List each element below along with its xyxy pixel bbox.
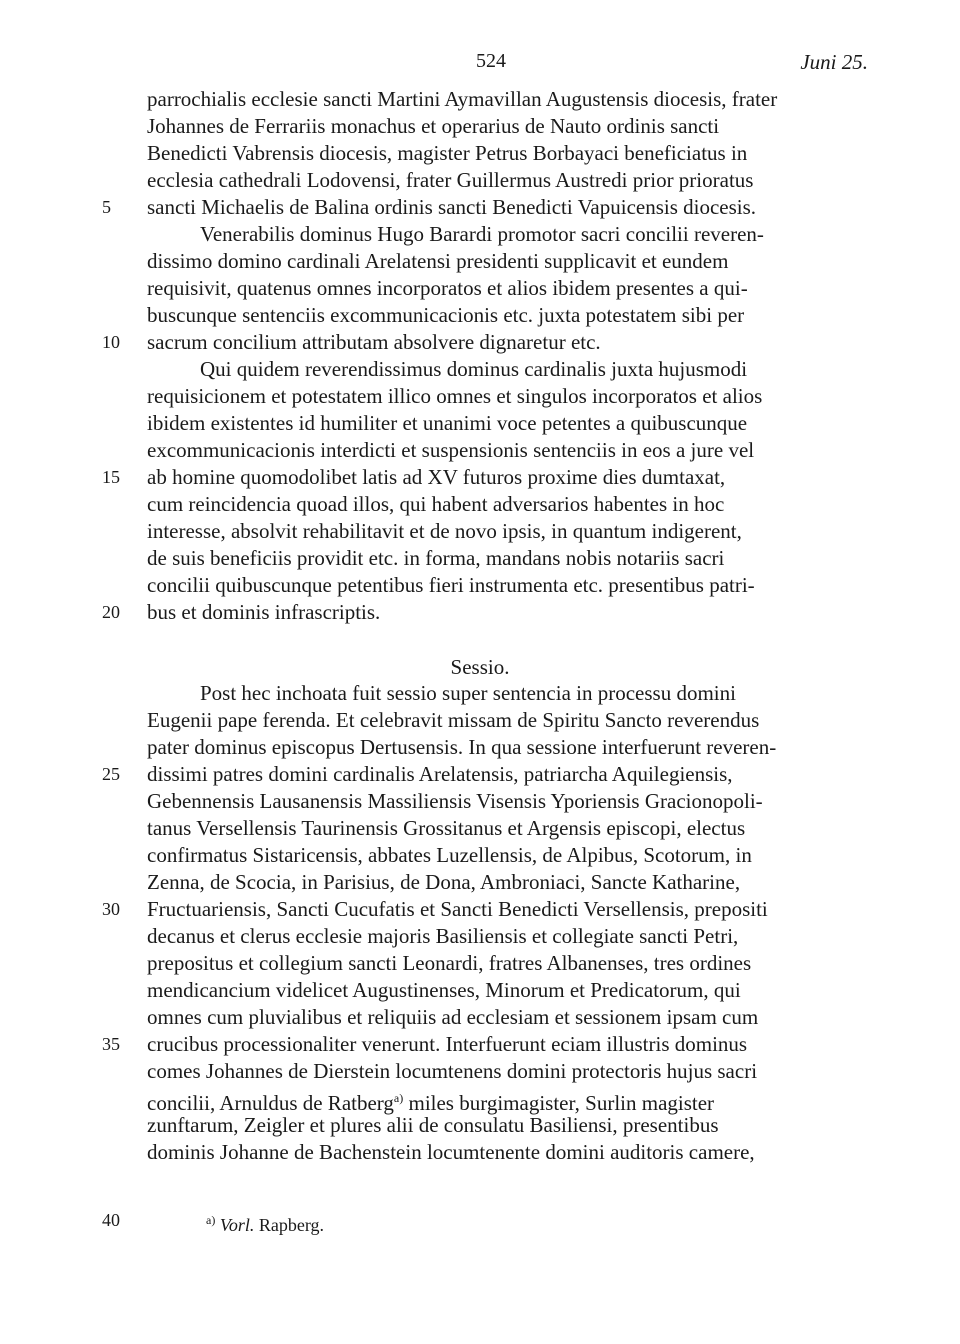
text-line: Venerabilis dominus Hugo Barardi promotor sacri concilii reveren- bbox=[200, 222, 764, 246]
text-line: Zenna, de Scocia, in Parisius, de Dona, Ambroniaci, Sancte Katharine, bbox=[147, 870, 741, 894]
footnote bbox=[206, 1207, 324, 1238]
text-line: prepositus et collegium sancti Leonardi, fratres Albanenses, tres ordines bbox=[147, 951, 752, 975]
line-number: 25 bbox=[102, 764, 120, 784]
text-line: concilii quibuscunque petentibus fieri instrumenta etc. presentibus patri- bbox=[147, 573, 755, 597]
text-line: Post hec inchoata fuit sessio super sentencia in processu domini bbox=[200, 681, 736, 705]
line-number: 40 bbox=[102, 1210, 120, 1230]
line-number: 30 bbox=[102, 899, 120, 919]
text-line: mendicancium videlicet Augustinenses, Minorum et Predicatorum, qui bbox=[147, 978, 741, 1002]
text-line: excommunicacionis interdicti et suspensionis sentenciis in eos a jure vel bbox=[147, 438, 755, 462]
footnote-mark: a) bbox=[206, 1213, 216, 1227]
text-segment: miles burgimagister, Surlin magister bbox=[403, 1091, 715, 1115]
text-line: comes Johannes de Dierstein locumtenens domini protectoris hujus sacri bbox=[147, 1059, 758, 1083]
text-line: dissimo domino cardinali Arelatensi presidenti supplicavit et eundem bbox=[147, 249, 729, 273]
text-line: zunftarum, Zeigler et plures alii de consulatu Basiliensi, presentibus bbox=[147, 1113, 719, 1137]
text-line: cum reincidencia quoad illos, qui habent adversarios habentes in hoc bbox=[147, 492, 725, 516]
text-line: Johannes de Ferrariis monachus et operarius de Nauto ordinis sancti bbox=[147, 114, 720, 138]
footnote-reference: a) bbox=[393, 1091, 404, 1105]
footnote-label: Vorl. bbox=[219, 1215, 255, 1235]
line-number: 5 bbox=[102, 197, 111, 217]
text-line: pater dominus episcopus Dertusensis. In qua sessione interfuerunt reveren- bbox=[147, 735, 777, 759]
line-number: 15 bbox=[102, 467, 120, 487]
text-line: interesse, absolvit rehabilitavit et de novo ipsis, in quantum indigerent, bbox=[147, 519, 742, 543]
text-line: ecclesia cathedrali Lodovensi, frater Guillermus Austredi prior prioratus bbox=[147, 168, 754, 192]
footnote-text: Rapberg. bbox=[254, 1215, 324, 1235]
text-line: bus et dominis infrascriptis. bbox=[147, 600, 381, 624]
text-line: Eugenii pape ferenda. Et celebravit missam de Spiritu Sancto reverendus bbox=[147, 708, 760, 732]
text-line: ab homine quomodolibet latis ad XV futuros proxime dies dumtaxat, bbox=[147, 465, 726, 489]
text-line: Fructuariensis, Sancti Cucufatis et Sancti Benedicti Versellensis, prepositi bbox=[147, 897, 768, 921]
text-line: requisicionem et potestatem illico omnes et singulos incorporatos et alios bbox=[147, 384, 763, 408]
section-heading: Sessio. bbox=[450, 655, 510, 679]
text-line: tanus Versellensis Taurinensis Grossitanus et Argensis episcopi, electus bbox=[147, 816, 746, 840]
text-line: decanus et clerus ecclesie majoris Basiliensis et collegiate sancti Petri, bbox=[147, 924, 739, 948]
text-line: Gebennensis Lausanensis Massiliensis Visensis Yporiensis Gracionopoli- bbox=[147, 789, 763, 813]
line-number: 35 bbox=[102, 1034, 120, 1054]
line-number: 10 bbox=[102, 332, 120, 352]
text-line: parrochialis ecclesie sancti Martini Aymavillan Augustensis diocesis, frater bbox=[147, 87, 778, 111]
text-line: de suis beneficiis providit etc. in forma, mandans nobis notariis sacri bbox=[147, 546, 725, 570]
text-line: requisivit, quatenus omnes incorporatos et alios ibidem presentes a qui- bbox=[147, 276, 748, 300]
page-number: 524 bbox=[476, 50, 506, 72]
text-segment: concilii, Arnuldus de Ratberg bbox=[147, 1091, 394, 1115]
running-head: Juni 25. bbox=[800, 50, 868, 74]
text-line: sacrum concilium attributam absolvere dignaretur etc. bbox=[147, 330, 601, 354]
text-line: Benedicti Vabrensis diocesis, magister Petrus Borbayaci beneficiatus in bbox=[147, 141, 748, 165]
text-line: buscunque sentenciis excommunicacionis etc. juxta potestatem sibi per bbox=[147, 303, 745, 327]
text-line: crucibus processionaliter venerunt. Interfuerunt eciam illustris dominus bbox=[147, 1032, 748, 1056]
text-line: confirmatus Sistaricensis, abbates Luzellensis, de Alpibus, Scotorum, in bbox=[147, 843, 752, 867]
text-line: omnes cum pluvialibus et reliquiis ad ecclesiam et sessionem ipsam cum bbox=[147, 1005, 759, 1029]
text-line: dissimi patres domini cardinalis Arelatensis, patriarcha Aquilegiensis, bbox=[147, 762, 733, 786]
text-line: Qui quidem reverendissimus dominus cardinalis juxta hujusmodi bbox=[200, 357, 748, 381]
text-line: dominis Johanne de Bachenstein locumtenente domini auditoris camere, bbox=[147, 1140, 755, 1164]
text-line: sancti Michaelis de Balina ordinis sancti Benedicti Vapuicensis diocesis. bbox=[147, 195, 757, 219]
text-line: ibidem existentes id humiliter et unanimi voce petentes a quibuscunque bbox=[147, 411, 748, 435]
line-number: 20 bbox=[102, 602, 120, 622]
